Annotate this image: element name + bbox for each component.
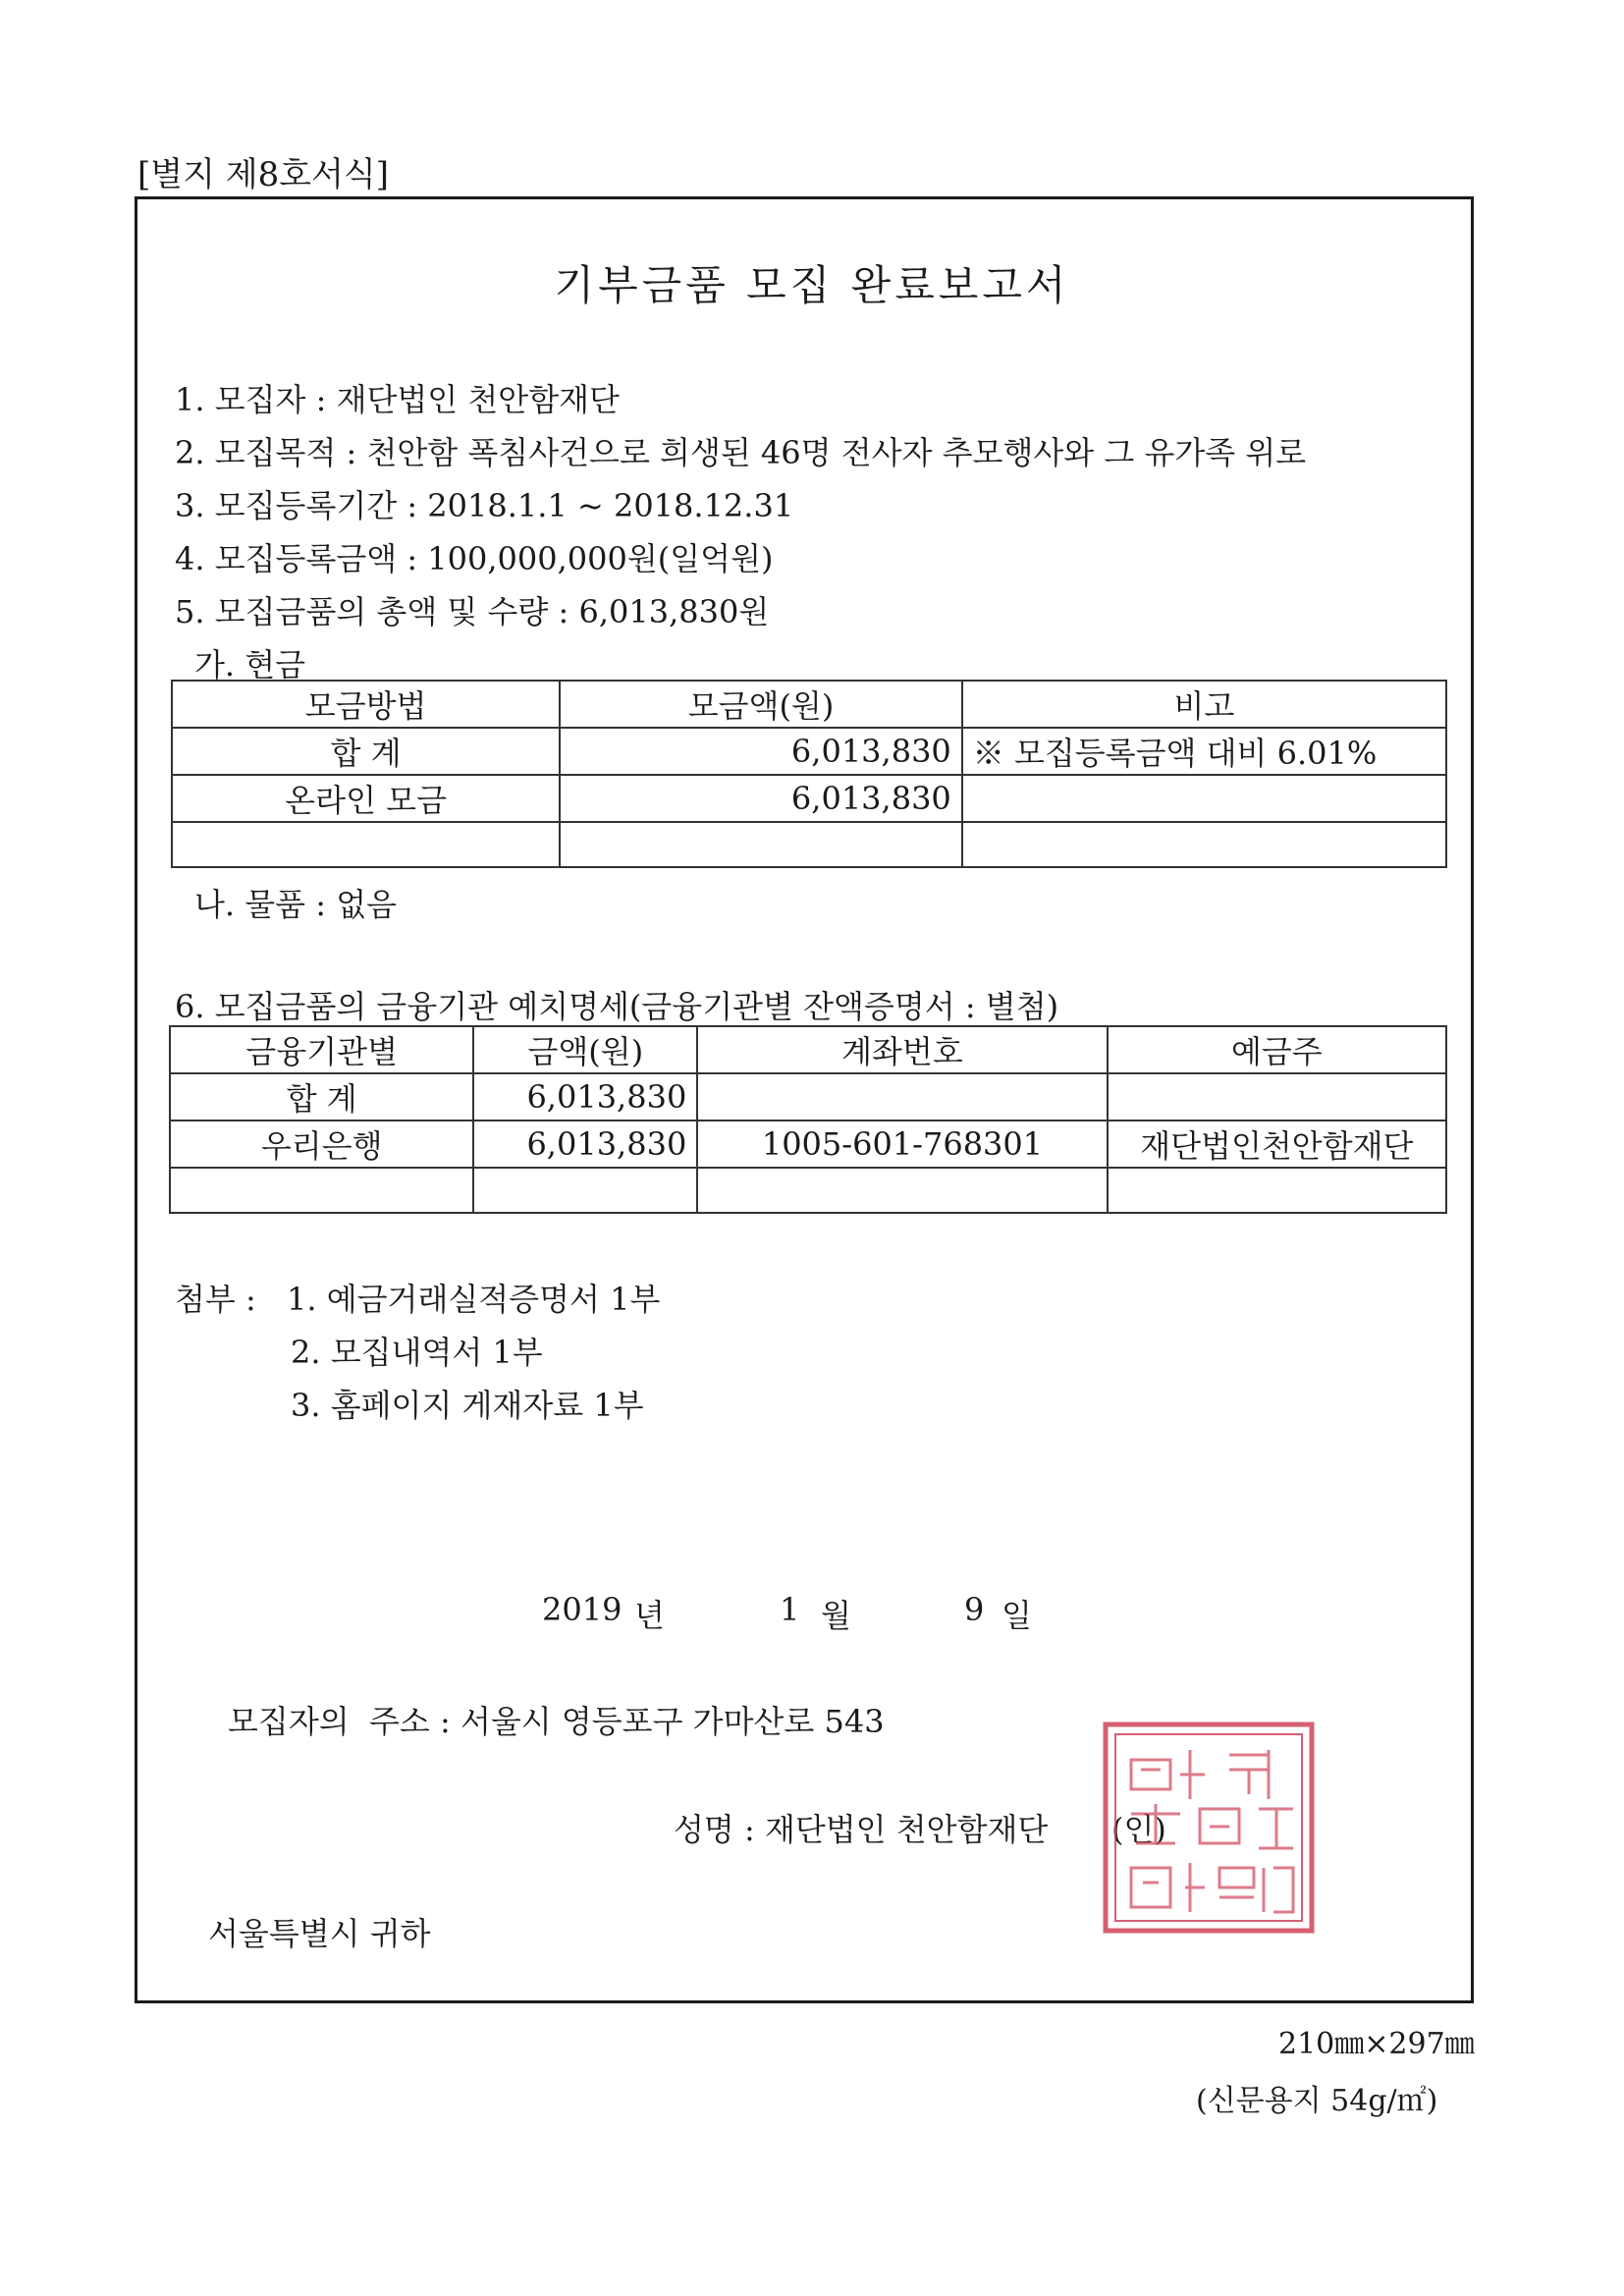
seal-stamp-icon bbox=[1102, 1721, 1316, 1935]
table-row bbox=[172, 728, 1446, 775]
table-cell: 우리은행 bbox=[170, 1121, 473, 1168]
table-cell: 합 계 bbox=[170, 1073, 473, 1121]
item-purpose: 2. 모집목적 : 천안함 폭침사건으로 희생된 46명 전사자 추모행사와 그 유가족 위로 bbox=[175, 434, 1307, 471]
table-row bbox=[170, 1168, 1446, 1213]
cash-label: 가. 현금 bbox=[194, 646, 306, 683]
deposit-label: 6. 모집금품의 금융기관 예치명세(금융기관별 잔액증명서 : 별첨) bbox=[175, 988, 1059, 1025]
item-period: 3. 모집등록기간 : 2018.1.1 ~ 2018.12.31 bbox=[175, 487, 794, 524]
addressee: 서울특별시 귀하 bbox=[208, 1915, 431, 1952]
attachment-item: 3. 홈페이지 게재자료 1부 bbox=[291, 1387, 644, 1424]
paper-type: (신문용지 54g/㎡) bbox=[1196, 2084, 1438, 2118]
item-total-amount: 5. 모집금품의 총액 및 수량 : 6,013,830원 bbox=[175, 593, 770, 630]
date-month: 1 bbox=[780, 1591, 800, 1628]
table-cell: 재단법인천안함재단 bbox=[1108, 1121, 1446, 1168]
table-cell bbox=[473, 1168, 697, 1213]
date-year-unit: 년 bbox=[634, 1597, 665, 1634]
table-cell bbox=[697, 1168, 1107, 1213]
seal-mark: (인) bbox=[1111, 1811, 1166, 1848]
table-row bbox=[170, 1073, 1446, 1121]
item-collector: 1. 모집자 : 재단법인 천안함재단 bbox=[175, 381, 620, 418]
attachments-prefix: 첨부 : bbox=[175, 1281, 256, 1318]
table-header-row bbox=[172, 681, 1446, 728]
table-cell: 온라인 모금 bbox=[172, 775, 560, 822]
table-row bbox=[170, 1121, 1446, 1168]
table-cell: 1005-601-768301 bbox=[697, 1121, 1107, 1168]
table-row bbox=[172, 822, 1446, 867]
table-cell: 합 계 bbox=[172, 728, 560, 775]
table-cell bbox=[1108, 1073, 1446, 1121]
paper-size: 210㎜×297㎜ bbox=[1278, 2027, 1475, 2061]
table-cell bbox=[697, 1073, 1107, 1121]
table-row bbox=[172, 775, 1446, 822]
table-header: 금융기관별 bbox=[170, 1026, 473, 1073]
table-header: 모금방법 bbox=[172, 681, 560, 728]
table-header: 금액(원) bbox=[473, 1026, 697, 1073]
document-title: 기부금품 모집 완료보고서 bbox=[554, 261, 1070, 309]
table-header: 모금액(원) bbox=[560, 681, 962, 728]
collector-address: 모집자의 주소 : 서울시 영등포구 가마산로 543 bbox=[228, 1703, 885, 1740]
cash-table bbox=[171, 680, 1447, 868]
date-day-unit: 일 bbox=[1001, 1597, 1032, 1634]
table-cell bbox=[962, 822, 1446, 867]
official-seal bbox=[1102, 1721, 1316, 1935]
table-header: 예금주 bbox=[1108, 1026, 1446, 1073]
attachment-item: 2. 모집내역서 1부 bbox=[291, 1334, 543, 1371]
table-cell: 6,013,830 bbox=[560, 775, 962, 822]
table-cell bbox=[962, 775, 1446, 822]
table-cell bbox=[1108, 1168, 1446, 1213]
table-cell: 6,013,830 bbox=[473, 1073, 697, 1121]
goods-label: 나. 물품 : 없음 bbox=[194, 886, 398, 923]
date-day: 9 bbox=[964, 1591, 985, 1628]
collector-signature: 성명 : 재단법인 천안함재단 bbox=[674, 1811, 1049, 1848]
form-label: [별지 제8호서식] bbox=[137, 155, 390, 194]
table-cell bbox=[172, 822, 560, 867]
table-cell bbox=[170, 1168, 473, 1213]
table-header: 계좌번호 bbox=[697, 1026, 1107, 1073]
table-cell: 6,013,830 bbox=[560, 728, 962, 775]
item-registered-amount: 4. 모집등록금액 : 100,000,000원(일억원) bbox=[175, 540, 774, 577]
table-header: 비고 bbox=[962, 681, 1446, 728]
date-month-unit: 월 bbox=[821, 1597, 851, 1634]
attachment-item: 1. 예금거래실적증명서 1부 bbox=[287, 1281, 661, 1318]
table-cell bbox=[560, 822, 962, 867]
table-header-row bbox=[170, 1026, 1446, 1073]
table-cell: 6,013,830 bbox=[473, 1121, 697, 1168]
date-year: 2019 bbox=[542, 1591, 623, 1628]
deposit-table bbox=[169, 1025, 1447, 1214]
table-cell: ※ 모집등록금액 대비 6.01% bbox=[962, 728, 1446, 775]
